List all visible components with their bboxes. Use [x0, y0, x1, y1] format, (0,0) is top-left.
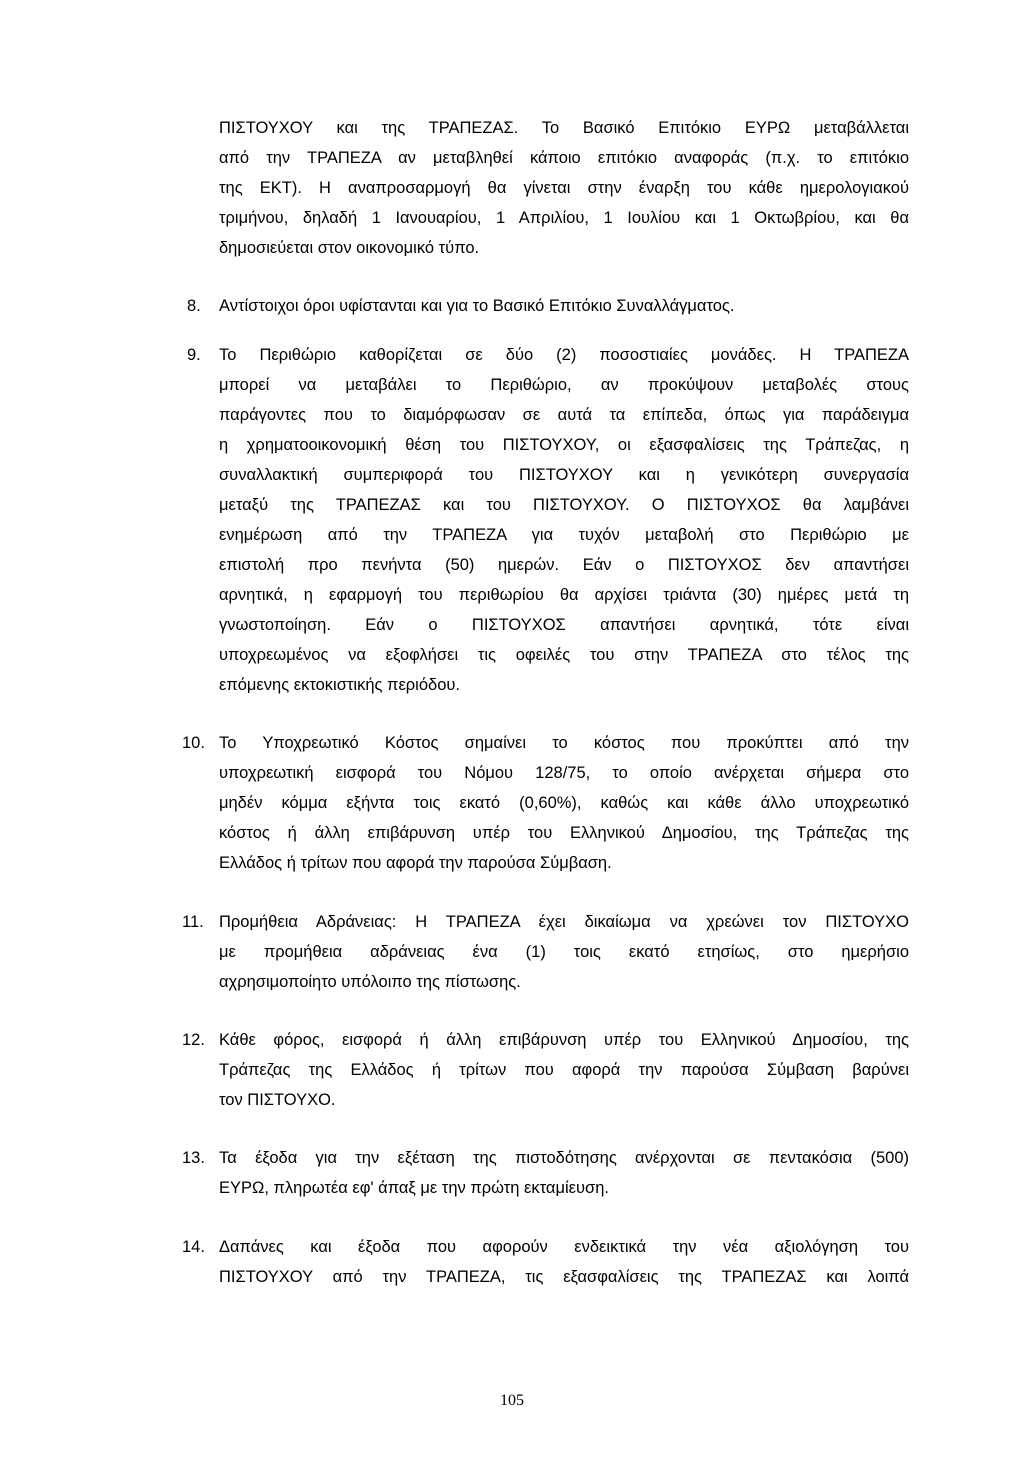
- item-line: η χρηματοοικονομική θέση του ΠΙΣΤΟΥΧΟΥ, οι εξασφαλίσεις της Τράπεζας, η: [219, 436, 909, 454]
- item-number: 9.: [187, 346, 201, 364]
- item-line: μηδέν κόμμα εξήντα τοις εκατό (0,60%), καθώς και κάθε άλλο υποχρεωτικό: [219, 794, 909, 812]
- item-line: Το Υποχρεωτικό Κόστος σημαίνει το κόστος που προκύπτει από την: [219, 734, 909, 752]
- item-line: υποχρεωτική εισφορά του Νόμου 128/75, το οποίο ανέρχεται σήμερα στο: [219, 764, 909, 782]
- item-line: αρνητικά, η εφαρμογή του περιθωρίου θα αρχίσει τριάντα (30) ημέρες μετά τη: [219, 586, 909, 604]
- intro-line: ΠΙΣΤΟΥΧΟΥ και της ΤΡΑΠΕΖΑΣ. Το Βασικό Επιτόκιο ΕΥΡΩ μεταβάλλεται: [219, 119, 909, 137]
- item-line: αχρησιμοποίητο υπόλοιπο της πίστωσης.: [219, 973, 521, 991]
- intro-line: δημοσιεύεται στον οικονομικό τύπο.: [219, 239, 480, 257]
- item-line: μεταξύ της ΤΡΑΠΕΖΑΣ και του ΠΙΣΤΟΥΧΟΥ. Ο ΠΙΣΤΟΥΧΟΣ θα λαμβάνει: [219, 496, 909, 514]
- intro-line: από την ΤΡΑΠΕΖΑ αν μεταβληθεί κάποιο επιτόκιο αναφοράς (π.χ. το επιτόκιο: [219, 149, 909, 167]
- item-number: 10.: [182, 734, 205, 752]
- item-line: Τράπεζας της Ελλάδος ή τρίτων που αφορά την παρούσα Σύμβαση βαρύνει: [219, 1061, 909, 1079]
- item-line: ενημέρωση από την ΤΡΑΠΕΖΑ για τυχόν μεταβολή στο Περιθώριο με: [219, 526, 909, 544]
- item-line: ΕΥΡΩ, πληρωτέα εφ' άπαξ με την πρώτη εκταμίευση.: [219, 1179, 609, 1197]
- item-line: επιστολή προ πενήντα (50) ημερών. Εάν ο ΠΙΣΤΟΥΧΟΣ δεν απαντήσει: [219, 556, 909, 574]
- item-line: Τα έξοδα για την εξέταση της πιστοδότησης ανέρχονται σε πεντακόσια (500): [219, 1149, 909, 1167]
- item-line: Ελλάδος ή τρίτων που αφορά την παρούσα Σύμβαση.: [219, 854, 612, 872]
- item-number: 13.: [182, 1149, 205, 1167]
- item-line: με προμήθεια αδράνειας ένα (1) τοις εκατό ετησίως, στο ημερήσιο: [219, 943, 909, 961]
- item-number: 12.: [182, 1031, 205, 1049]
- item-line: υποχρεωμένος να εξοφλήσει τις οφειλές του στην ΤΡΑΠΕΖΑ στο τέλος της: [219, 646, 909, 664]
- item-line: Δαπάνες και έξοδα που αφορούν ενδεικτικά την νέα αξιολόγηση του: [219, 1238, 909, 1256]
- item-line: Το Περιθώριο καθορίζεται σε δύο (2) ποσοστιαίες μονάδες. Η ΤΡΑΠΕΖΑ: [219, 346, 909, 364]
- item-line: ΠΙΣΤΟΥΧΟΥ από την ΤΡΑΠΕΖΑ, τις εξασφαλίσεις της ΤΡΑΠΕΖΑΣ και λοιπά: [219, 1268, 909, 1286]
- item-number: 14.: [182, 1238, 205, 1256]
- intro-line: της ΕΚΤ). Η αναπροσαρμογή θα γίνεται στην έναρξη του κάθε ημερολογιακού: [219, 179, 909, 197]
- item-line: Κάθε φόρος, εισφορά ή άλλη επιβάρυνση υπέρ του Ελληνικού Δημοσίου, της: [219, 1031, 909, 1049]
- item-line: συναλλακτική συμπεριφορά του ΠΙΣΤΟΥΧΟΥ και η γενικότερη συνεργασία: [219, 466, 909, 484]
- item-line: παράγοντες που το διαμόρφωσαν σε αυτά τα επίπεδα, όπως για παράδειγμα: [219, 406, 909, 424]
- item-line: κόστος ή άλλη επιβάρυνση υπέρ του Ελληνικού Δημοσίου, της Τράπεζας της: [219, 824, 909, 842]
- item-line: μπορεί να μεταβάλει το Περιθώριο, αν προκύψουν μεταβολές στους: [219, 376, 909, 394]
- item-line: επόμενης εκτοκιστικής περιόδου.: [219, 676, 460, 694]
- intro-line: τριμήνου, δηλαδή 1 Ιανουαρίου, 1 Απριλίου, 1 Ιουλίου και 1 Οκτωβρίου, και θα: [219, 209, 909, 227]
- item-number: 11.: [182, 913, 204, 931]
- item-line: γνωστοποίηση. Εάν ο ΠΙΣΤΟΥΧΟΣ απαντήσει αρνητικά, τότε είναι: [219, 616, 909, 634]
- page-number: 105: [500, 1392, 524, 1409]
- item-line: Προμήθεια Αδράνειας: Η ΤΡΑΠΕΖΑ έχει δικαίωμα να χρεώνει τον ΠΙΣΤΟΥΧΟ: [219, 913, 909, 931]
- item-line: Αντίστοιχοι όροι υφίστανται και για το Βασικό Επιτόκιο Συναλλάγματος.: [219, 297, 735, 315]
- item-number: 8.: [187, 297, 201, 315]
- item-line: τον ΠΙΣΤΟΥΧΟ.: [219, 1091, 336, 1109]
